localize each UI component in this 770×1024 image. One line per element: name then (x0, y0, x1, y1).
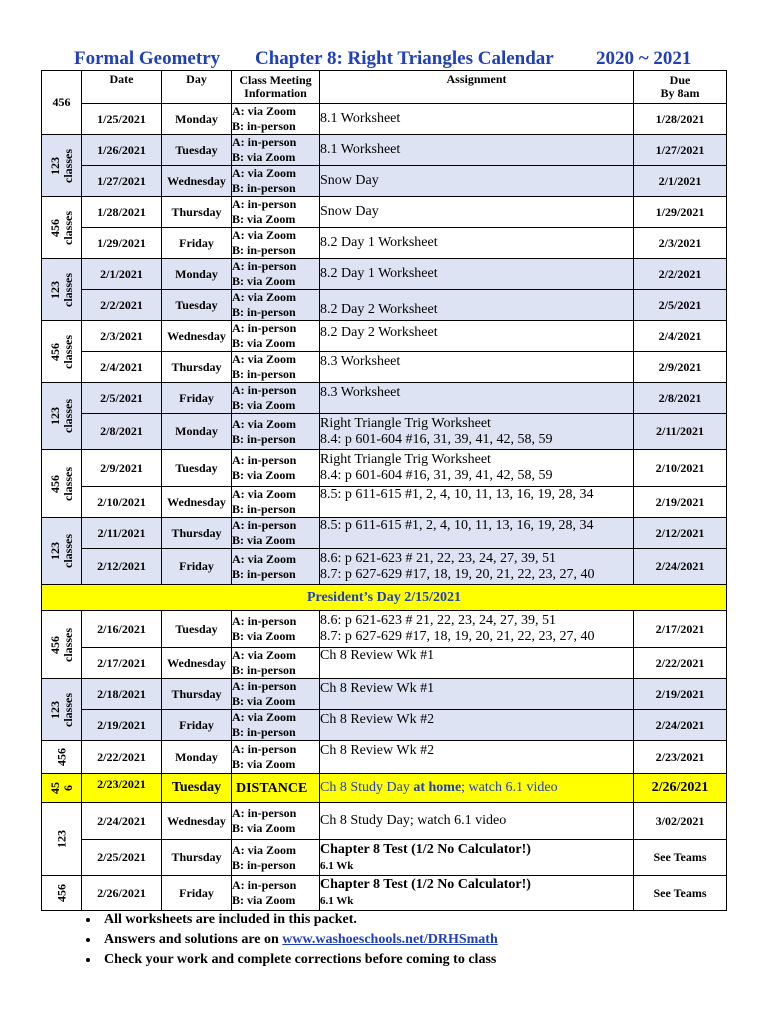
assignment-cell: 8.2 Day 1 Worksheet (320, 259, 634, 290)
due-cell: 2/19/2021 (634, 679, 727, 710)
header-assignment: Assignment (320, 71, 634, 104)
holiday-row (42, 585, 727, 611)
date-cell: 2/17/2021 (82, 648, 162, 679)
header-day: Day (162, 71, 232, 104)
table-row (42, 741, 727, 774)
date-cell: 2/23/2021 (82, 774, 162, 803)
assignment-cell: 8.6: p 621-623 # 21, 22, 23, 24, 27, 39, 51 8.7: p 627-629 #17, 18, 19, 20, 21, 22, 23, 27, 40 (320, 611, 634, 648)
date-cell: 2/8/2021 (82, 414, 162, 450)
table-row (42, 135, 727, 166)
assignment-cell: Ch 8 Review Wk #2 (320, 710, 634, 741)
table-row (42, 414, 727, 450)
due-cell: 2/4/2021 (634, 321, 727, 352)
day-cell: Tuesday (162, 611, 232, 648)
meeting-cell: A: via Zoom B: in-person (232, 648, 320, 679)
group-label: 456 classes (42, 611, 82, 679)
due-cell: 2/24/2021 (634, 710, 727, 741)
assignment-cell: Ch 8 Review Wk #1 (320, 648, 634, 679)
due-cell: 2/9/2021 (634, 352, 727, 383)
day-cell: Wednesday (162, 803, 232, 840)
meeting-cell: A: in-person B: via Zoom (232, 679, 320, 710)
table-row (42, 611, 727, 648)
group-label: 45 6 (42, 774, 82, 803)
day-cell: Tuesday (162, 450, 232, 487)
meeting-cell: A: via Zoom B: in-person (232, 166, 320, 197)
day-cell: Thursday (162, 197, 232, 228)
header-row (42, 71, 727, 104)
date-cell: 2/9/2021 (82, 450, 162, 487)
notes-list (80, 910, 498, 970)
due-cell: 1/27/2021 (634, 135, 727, 166)
table-row (42, 803, 727, 840)
day-cell: Tuesday (162, 774, 232, 803)
table-row (42, 321, 727, 352)
header-date: Date (82, 71, 162, 104)
due-cell: 2/24/2021 (634, 549, 727, 585)
due-cell: 2/23/2021 (634, 741, 727, 774)
assignment-cell: Chapter 8 Test (1/2 No Calculator!) 6.1 Wk (320, 840, 634, 876)
table-row (42, 518, 727, 549)
meeting-cell: A: via Zoom B: in-person (232, 487, 320, 518)
meeting-cell: A: in-person B: via Zoom (232, 611, 320, 648)
meeting-cell: A: via Zoom B: in-person (232, 414, 320, 450)
meeting-cell: A: in-person B: via Zoom (232, 321, 320, 352)
date-cell: 2/22/2021 (82, 741, 162, 774)
meeting-cell: A: in-person B: via Zoom (232, 197, 320, 228)
group-label: 123 classes (42, 679, 82, 741)
course-title: Formal Geometry (74, 48, 221, 69)
due-cell: 2/10/2021 (634, 450, 727, 487)
date-cell: 2/11/2021 (82, 518, 162, 549)
day-cell: Friday (162, 383, 232, 414)
assignment-cell: 8.1 Worksheet (320, 135, 634, 166)
due-cell: 2/22/2021 (634, 648, 727, 679)
header-meeting: Class Meeting Information (232, 71, 320, 104)
date-cell: 1/27/2021 (82, 166, 162, 197)
day-cell: Wednesday (162, 648, 232, 679)
meeting-cell: A: in-person B: via Zoom (232, 803, 320, 840)
meeting-cell: A: in-person B: via Zoom (232, 741, 320, 774)
meeting-cell: A: in-person B: via Zoom (232, 450, 320, 487)
day-cell: Monday (162, 741, 232, 774)
group-label: 456 classes (42, 450, 82, 518)
distance-row (42, 774, 727, 803)
group-label: 456 classes (42, 197, 82, 259)
day-cell: Thursday (162, 679, 232, 710)
date-cell: 2/2/2021 (82, 290, 162, 321)
date-cell: 2/24/2021 (82, 803, 162, 840)
meeting-cell: A: via Zoom B: in-person (232, 549, 320, 585)
group-label: 123 classes (42, 383, 82, 450)
date-cell: 2/19/2021 (82, 710, 162, 741)
date-cell: 1/26/2021 (82, 135, 162, 166)
holiday-banner: President’s Day 2/15/2021 (42, 585, 727, 611)
day-cell: Thursday (162, 840, 232, 876)
table-row (42, 840, 727, 876)
due-cell: 2/2/2021 (634, 259, 727, 290)
assignment-cell: 8.2 Day 2 Worksheet (320, 290, 634, 321)
meeting-cell: A: via Zoom B: in-person (232, 352, 320, 383)
meeting-cell: A: in-person B: via Zoom (232, 383, 320, 414)
due-cell: 2/17/2021 (634, 611, 727, 648)
due-cell: 3/02/2021 (634, 803, 727, 840)
meeting-cell: A: via Zoom B: in-person (232, 840, 320, 876)
table-row (42, 679, 727, 710)
due-cell: 2/12/2021 (634, 518, 727, 549)
date-cell: 2/16/2021 (82, 611, 162, 648)
day-cell: Friday (162, 710, 232, 741)
meeting-cell: A: via Zoom B: in-person (232, 228, 320, 259)
group-label: 456 (42, 71, 82, 135)
table-row (42, 166, 727, 197)
date-cell: 2/5/2021 (82, 383, 162, 414)
meeting-cell: A: via Zoom B: in-person (232, 104, 320, 135)
assignment-cell: 8.5: p 611-615 #1, 2, 4, 10, 11, 13, 16, 19, 28, 34 (320, 487, 634, 518)
day-cell: Wednesday (162, 487, 232, 518)
note-item: • Check your work and complete corrections before coming to class (100, 950, 498, 970)
calendar-table (41, 70, 727, 911)
day-cell: Thursday (162, 352, 232, 383)
assignment-cell: Chapter 8 Test (1/2 No Calculator!) 6.1 Wk (320, 876, 634, 911)
day-cell: Friday (162, 228, 232, 259)
table-row (42, 450, 727, 487)
due-cell: 2/1/2021 (634, 166, 727, 197)
day-cell: Friday (162, 876, 232, 911)
assignment-cell: 8.1 Worksheet (320, 104, 634, 135)
day-cell: Monday (162, 414, 232, 450)
day-cell: Monday (162, 259, 232, 290)
day-cell: Friday (162, 549, 232, 585)
assignment-cell: 8.6: p 621-623 # 21, 22, 23, 24, 27, 39, 51 8.7: p 627-629 #17, 18, 19, 20, 21, 22, 23, 27, 40 (320, 549, 634, 585)
table-row (42, 104, 727, 135)
due-cell: 2/5/2021 (634, 290, 727, 321)
due-cell: 2/3/2021 (634, 228, 727, 259)
date-cell: 2/4/2021 (82, 352, 162, 383)
chapter-title: Chapter 8: Right Triangles Calendar (255, 48, 554, 69)
table-row (42, 197, 727, 228)
due-cell: 2/26/2021 (634, 774, 727, 803)
date-cell: 2/18/2021 (82, 679, 162, 710)
assignment-cell: 8.3 Worksheet (320, 352, 634, 383)
day-cell: Tuesday (162, 135, 232, 166)
date-cell: 1/28/2021 (82, 197, 162, 228)
date-cell: 2/1/2021 (82, 259, 162, 290)
day-cell: Monday (162, 104, 232, 135)
group-label: 456 (42, 741, 82, 774)
note-item: • All worksheets are included in this packet. (100, 910, 498, 930)
meeting-cell: A: in-person B: via Zoom (232, 259, 320, 290)
due-cell: 2/8/2021 (634, 383, 727, 414)
due-cell: 2/19/2021 (634, 487, 727, 518)
assignment-cell: 8.2 Day 1 Worksheet (320, 228, 634, 259)
due-cell: See Teams (634, 876, 727, 911)
day-cell: Thursday (162, 518, 232, 549)
assignment-cell: Ch 8 Study Day; watch 6.1 video (320, 803, 634, 840)
date-cell: 2/10/2021 (82, 487, 162, 518)
assignment-cell: Ch 8 Review Wk #1 (320, 679, 634, 710)
assignment-cell: 8.5: p 611-615 #1, 2, 4, 10, 11, 13, 16, 19, 28, 34 (320, 518, 634, 549)
due-cell: See Teams (634, 840, 727, 876)
table-row (42, 549, 727, 585)
meeting-cell: A: in-person B: via Zoom (232, 876, 320, 911)
assignment-cell: 8.2 Day 2 Worksheet (320, 321, 634, 352)
note-item: • Answers and solutions are on www.washoeschools.net/DRHSmath (100, 930, 498, 950)
date-cell: 1/29/2021 (82, 228, 162, 259)
meeting-cell: A: in-person B: via Zoom (232, 518, 320, 549)
group-label: 123 (42, 803, 82, 876)
day-cell: Wednesday (162, 321, 232, 352)
group-label: 456 classes (42, 321, 82, 383)
meeting-cell: A: via Zoom B: in-person (232, 710, 320, 741)
assignment-cell: Right Triangle Trig Worksheet 8.4: p 601-604 #16, 31, 39, 41, 42, 58, 59 (320, 414, 634, 450)
group-label: 123 classes (42, 518, 82, 585)
group-label: 123 classes (42, 259, 82, 321)
due-cell: 1/28/2021 (634, 104, 727, 135)
table-row (42, 259, 727, 290)
date-cell: 2/12/2021 (82, 549, 162, 585)
table-row (42, 290, 727, 321)
group-label: 456 (42, 876, 82, 911)
day-cell: Tuesday (162, 290, 232, 321)
due-cell: 2/11/2021 (634, 414, 727, 450)
header-due: Due By 8am (634, 71, 727, 104)
meeting-cell: A: via Zoom B: in-person (232, 290, 320, 321)
table-row (42, 648, 727, 679)
assignment-cell: 8.3 Worksheet (320, 383, 634, 414)
date-cell: 1/25/2021 (82, 104, 162, 135)
day-cell: Wednesday (162, 166, 232, 197)
meeting-cell: DISTANCE (232, 774, 320, 803)
table-row (42, 352, 727, 383)
table-row (42, 487, 727, 518)
date-cell: 2/3/2021 (82, 321, 162, 352)
date-cell: 2/25/2021 (82, 840, 162, 876)
assignment-cell: Snow Day (320, 166, 634, 197)
assignment-cell: Right Triangle Trig Worksheet 8.4: p 601-604 #16, 31, 39, 41, 42, 58, 59 (320, 450, 634, 487)
assignment-cell: Snow Day (320, 197, 634, 228)
due-cell: 1/29/2021 (634, 197, 727, 228)
math-website-link[interactable]: www.washoeschools.net/DRHSmath (282, 932, 498, 947)
school-year: 2020 ~ 2021 (596, 48, 692, 69)
table-row (42, 876, 727, 911)
group-label: 123 classes (42, 135, 82, 197)
assignment-cell: Ch 8 Review Wk #2 (320, 741, 634, 774)
table-row (42, 228, 727, 259)
table-row (42, 710, 727, 741)
table-row (42, 383, 727, 414)
assignment-cell: Ch 8 Study Day at home; watch 6.1 video (320, 774, 634, 803)
date-cell: 2/26/2021 (82, 876, 162, 911)
meeting-cell: A: in-person B: via Zoom (232, 135, 320, 166)
